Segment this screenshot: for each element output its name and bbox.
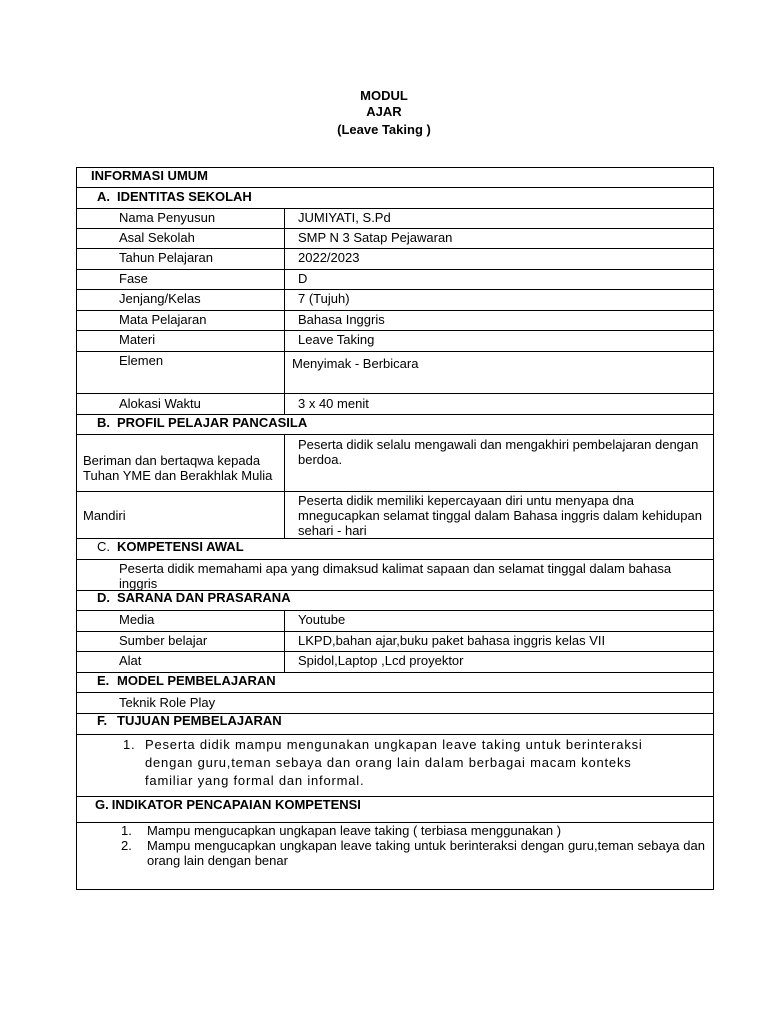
list-number: 1. (121, 823, 132, 838)
field-value: 3 x 40 menit (298, 396, 369, 411)
section-g-title: INDIKATOR PENCAPAIAN KOMPETENSI (111, 797, 361, 812)
field-value: D (298, 271, 308, 286)
field-value: Youtube (298, 612, 346, 627)
field-value: Spidol,Laptop ,Lcd proyektor (298, 653, 464, 668)
table-row (77, 270, 713, 290)
doc-subtitle: (Leave Taking ) (337, 122, 431, 137)
section-a-row (77, 188, 713, 209)
list-item (77, 823, 705, 838)
profile-label: Mandiri (77, 492, 285, 538)
field-label: Elemen (77, 352, 285, 393)
section-c-row (77, 539, 713, 560)
section-a-letter: A. (97, 189, 110, 204)
section-g-row (77, 797, 713, 823)
section-d-heading (97, 590, 291, 605)
profile-value: Peserta didik selalu mengawali dan mengakhiri pembelajaran dengan berdoa. (298, 437, 699, 467)
field-value: Menyimak - Berbicara (292, 356, 419, 371)
field-value: Bahasa Inggris (298, 312, 385, 327)
field-value: 7 (Tujuh) (298, 291, 350, 306)
table-row (77, 249, 713, 270)
list-text: Mampu mengucapkan ungkapan leave taking untuk berinteraksi dengan guru,teman sebaya dan orang lain dengan benar (147, 838, 705, 868)
section-b-heading (97, 415, 307, 430)
informasi-umum-row (77, 168, 713, 188)
table-row (77, 394, 713, 415)
section-c-letter: C. (97, 539, 110, 554)
field-label: Nama Penyusun (77, 209, 285, 228)
section-c-title: KOMPETENSI AWAL (117, 539, 244, 554)
section-e-letter: E. (97, 673, 110, 688)
section-e-heading (97, 673, 276, 688)
field-value: Leave Taking (298, 332, 375, 347)
section-f-letter: F. (97, 713, 108, 728)
field-value: JUMIYATI, S.Pd (298, 210, 391, 225)
section-g-heading (95, 797, 361, 812)
list-text: Mampu mengucapkan ungkapan leave taking ( terbiasa menggunakan ) (147, 823, 562, 838)
field-value: SMP N 3 Satap Pejawaran (298, 230, 453, 245)
model-text: Teknik Role Play (119, 695, 216, 710)
section-d-title: SARANA DAN PRASARANA (117, 590, 291, 605)
section-d-row (77, 591, 713, 611)
section-f-title: TUJUAN PEMBELAJARAN (117, 713, 282, 728)
field-label: Alat (77, 652, 285, 672)
section-a-heading (97, 189, 252, 204)
field-label: Asal Sekolah (77, 229, 285, 248)
field-label: Tahun Pelajaran (77, 249, 285, 269)
table-row (77, 823, 713, 889)
section-b-letter: B. (97, 415, 110, 430)
section-f-heading (97, 713, 282, 728)
kompetensi-text: Peserta didik memahami apa yang dimaksud kalimat sapaan dan selamat tinggal dalam bahasa inggris (119, 561, 672, 590)
table-row (77, 311, 713, 331)
field-label: Mata Pelajaran (77, 311, 285, 330)
section-f-row (77, 714, 713, 735)
section-e-row (77, 673, 713, 693)
section-d-letter: D. (97, 590, 110, 605)
section-c-heading (97, 539, 244, 554)
table-row (77, 652, 713, 673)
table-row (77, 290, 713, 311)
field-value: LKPD,bahan ajar,buku paket bahasa inggris kelas VII (298, 633, 606, 648)
table-row (77, 632, 713, 652)
field-label: Media (77, 611, 285, 631)
table-row (77, 209, 713, 229)
module-table (76, 167, 714, 890)
table-row (77, 735, 713, 797)
table-row (77, 693, 713, 714)
table-row (77, 560, 713, 591)
profile-label: Beriman dan bertaqwa kepada Tuhan YME dan Berakhlak Mulia (77, 435, 285, 491)
list-item (77, 735, 713, 796)
table-row (77, 492, 713, 539)
doc-title-line1: MODUL (360, 88, 408, 103)
field-label: Sumber belajar (77, 632, 285, 651)
informasi-umum-heading: INFORMASI UMUM (91, 168, 208, 183)
section-b-row (77, 415, 713, 435)
field-value: 2022/2023 (298, 250, 360, 265)
section-e-title: MODEL PEMBELAJARAN (117, 673, 276, 688)
profile-value: Peserta didik memiliki kepercayaan diri untu menyapa dna mnegucapkan selamat tinggal dalam Bahasa inggris dalam kehidupan sehari - hari (298, 493, 702, 538)
field-label: Fase (77, 270, 285, 289)
field-label: Alokasi Waktu (77, 394, 285, 414)
section-b-title: PROFIL PELAJAR PANCASILA (117, 415, 308, 430)
field-label: Materi (77, 331, 285, 351)
doc-title-line2: AJAR (366, 104, 402, 119)
field-label: Jenjang/Kelas (77, 290, 285, 310)
list-number: 1. (123, 737, 136, 752)
indicator-list (77, 823, 713, 889)
table-row (77, 352, 713, 394)
section-a-title: IDENTITAS SEKOLAH (117, 189, 252, 204)
list-number: 2. (121, 838, 132, 853)
table-row (77, 229, 713, 249)
list-text: Peserta didik mampu mengunakan ungkapan leave taking untuk berinteraksi dengan guru,teman sebaya dan orang lain dalam berbagai macam konteks familiar yang formal dan informal. (145, 737, 643, 788)
table-row (77, 611, 713, 632)
section-g-letter: G. (95, 797, 109, 812)
list-item (77, 838, 705, 868)
table-row (77, 331, 713, 352)
table-row (77, 435, 713, 492)
